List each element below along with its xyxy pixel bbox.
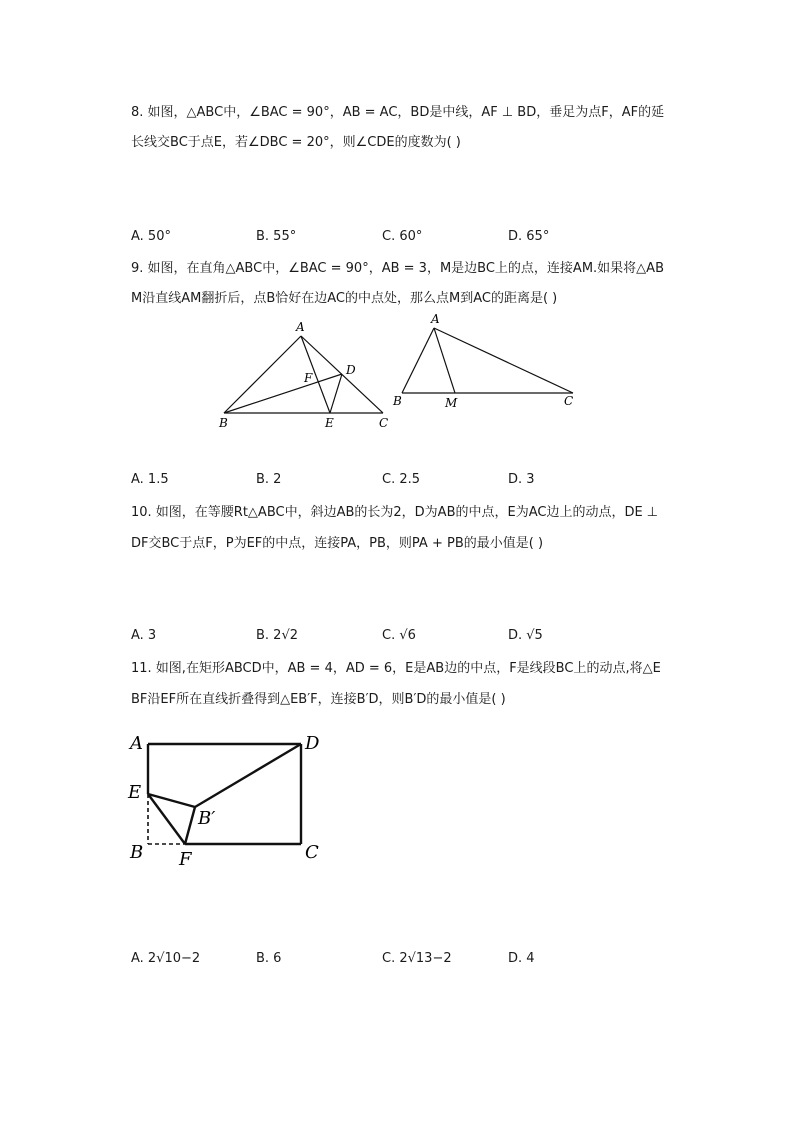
q11-label-e: E xyxy=(128,782,142,803)
q11-option-c[interactable]: C. 2√13−2 xyxy=(382,951,452,966)
q9-segment-am xyxy=(434,328,455,393)
q8-label-c: C xyxy=(379,416,389,430)
q8-label-d: D xyxy=(346,363,356,377)
q8-segment-de xyxy=(330,374,342,413)
q11-option-b[interactable]: B. 6 xyxy=(256,951,282,966)
q8-option-b[interactable]: B. 55° xyxy=(256,229,297,244)
q9-figure xyxy=(388,310,583,410)
q11-label-b-prime: B′ xyxy=(198,808,216,829)
q8-label-f: F xyxy=(304,371,313,385)
q10-option-b[interactable]: B. 2√2 xyxy=(256,628,299,643)
q9-segment-ac xyxy=(434,328,573,393)
q11-label-a: A xyxy=(130,733,143,754)
q9-segment-ab xyxy=(402,328,434,393)
q8-text-line1: 8. 如图，△ABC中，∠BAC = 90°，AB = AC，BD是中线，AF ⊥ BD，垂足为点F，AF的延 xyxy=(131,105,665,120)
q9-label-m: M xyxy=(445,396,458,410)
q8-segment-ab xyxy=(224,336,301,413)
q10-option-a[interactable]: A. 3 xyxy=(131,628,157,643)
q9-text-line2: M沿直线AM翻折后，点B恰好在边AC的中点处，那么点M到AC的距离是( ) xyxy=(131,291,558,306)
q8-option-c[interactable]: C. 60° xyxy=(382,229,423,244)
q11-figure xyxy=(124,728,334,873)
q9-label-c: C xyxy=(564,394,574,408)
q9-option-c[interactable]: C. 2.5 xyxy=(382,472,421,487)
q11-text-line1: 11. 如图,在矩形ABCD中，AB = 4，AD = 6，E是AB边的中点，F是线段BC上的动点,将△E xyxy=(131,661,661,676)
q8-label-a: A xyxy=(296,320,305,334)
q9-text-line1: 9. 如图，在直角△ABC中，∠BAC = 90°，AB = 3，M是边BC上的点，连接AM.如果将△AB xyxy=(131,261,664,276)
q8-option-a[interactable]: A. 50° xyxy=(131,229,171,244)
q11-segment-b-prime-d xyxy=(195,744,301,807)
q8-figure xyxy=(210,316,400,434)
q9-option-a[interactable]: A. 1.5 xyxy=(131,472,169,487)
q11-text-line2: BF沿EF所在直线折叠得到△EB′F，连接B′D，则B′D的最小值是( ) xyxy=(131,692,506,707)
q11-label-f: F xyxy=(179,849,192,870)
q11-option-d[interactable]: D. 4 xyxy=(508,951,535,966)
q8-segment-bd xyxy=(224,374,342,413)
q8-option-d[interactable]: D. 65° xyxy=(508,229,550,244)
q9-option-d[interactable]: D. 3 xyxy=(508,472,535,487)
q11-label-d: D xyxy=(305,733,320,754)
q9-option-b[interactable]: B. 2 xyxy=(256,472,282,487)
q11-option-a[interactable]: A. 2√10−2 xyxy=(131,951,201,966)
q11-segment-b-prime-f xyxy=(185,807,195,844)
q9-label-b: B xyxy=(393,394,402,408)
q10-option-d[interactable]: D. √5 xyxy=(508,628,543,643)
q8-label-e: E xyxy=(325,416,334,430)
q8-label-b: B xyxy=(219,416,228,430)
q10-text-line1: 10. 如图，在等腰Rt△ABC中，斜边AB的长为2，D为AB的中点，E为AC边上的动点，DE ⊥ xyxy=(131,505,659,520)
q9-label-a: A xyxy=(431,312,440,326)
q11-label-b: B xyxy=(130,842,144,863)
q11-label-c: C xyxy=(305,842,319,863)
q10-option-c[interactable]: C. √6 xyxy=(382,628,416,643)
q8-text-line2: 长线交BC于点E，若∠DBC = 20°，则∠CDE的度数为( ) xyxy=(131,135,461,150)
q10-text-line2: DF交BC于点F，P为EF的中点，连接PA，PB，则PA + PB的最小值是( ) xyxy=(131,536,544,551)
